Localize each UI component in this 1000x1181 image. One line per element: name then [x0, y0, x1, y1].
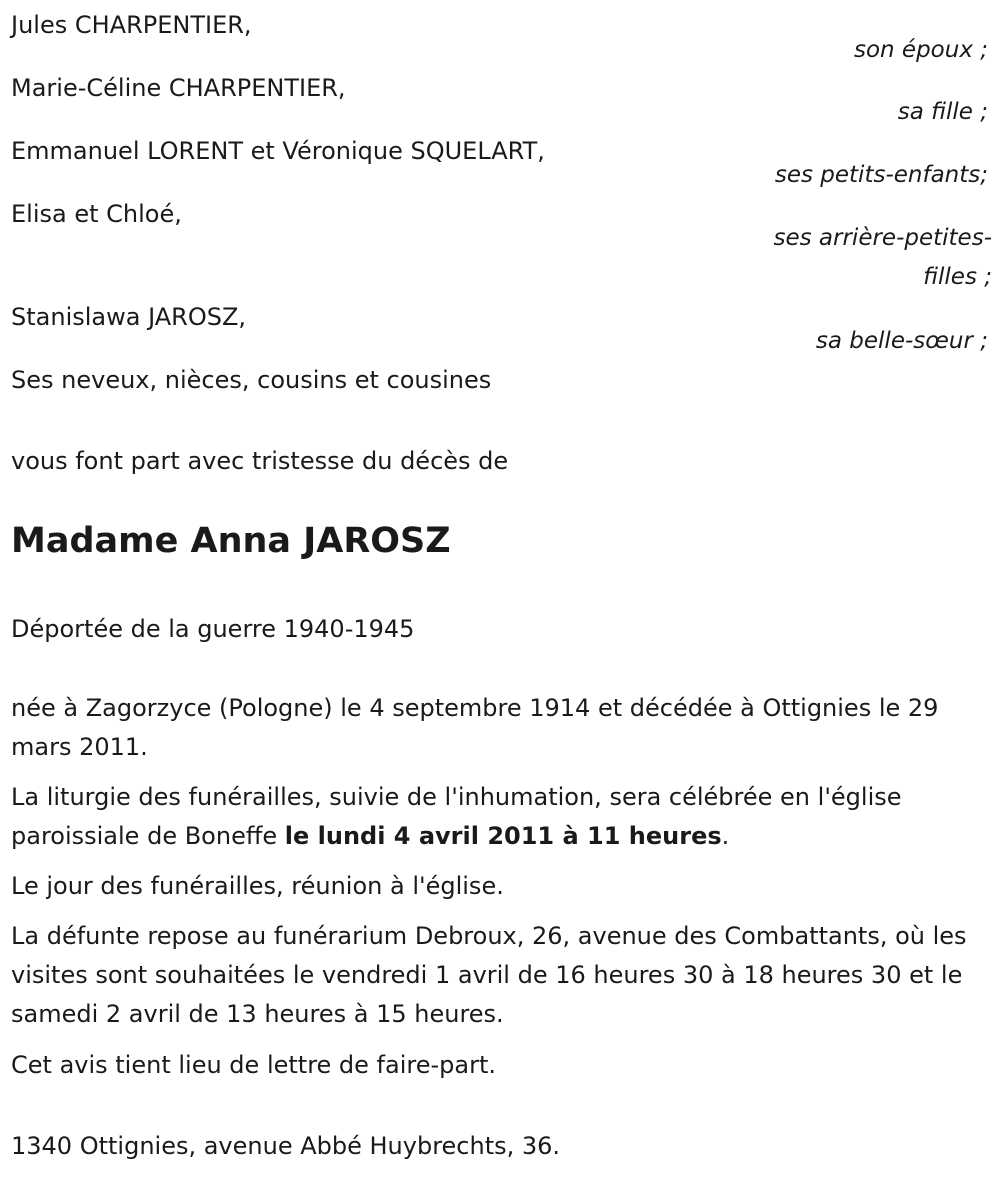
address-line: 1340 Ottignies, avenue Abbé Huybrechts, 36.	[11, 1132, 561, 1160]
notice-paragraph: Cet avis tient lieu de lettre de faire-part.	[11, 1051, 496, 1079]
family-name-daughter: Marie-Céline CHARPENTIER,	[11, 74, 346, 102]
family-name-sister-in-law: Stanislawa JAROSZ,	[11, 303, 247, 331]
family-role-sister-in-law: sa belle-sœur ;	[815, 328, 988, 354]
family-name-spouse: Jules CHARPENTIER,	[11, 11, 252, 39]
reunion-paragraph: Le jour des funérailles, réunion à l'église.	[11, 872, 504, 900]
liturgy-end: .	[721, 822, 730, 850]
deceased-name: Madame Anna JAROSZ	[11, 521, 451, 561]
family-role-spouse: son époux ;	[853, 37, 988, 63]
family-name-relatives: Ses neveux, nièces, cousins et cousines	[11, 366, 492, 394]
birth-death-paragraph: née à Zagorzyce (Pologne) le 4 septembre 1914 et décédée à Ottignies le 29 mars 2011.	[11, 694, 939, 761]
visits-paragraph: La défunte repose au funérarium Debroux, 26, avenue des Combattants, où les visites sont souhaitées le vendredi 1 avril de 16 heures 30 à 18 heures 30 et le samedi 2 avril de 13 heures à 15 heures.	[11, 922, 967, 1028]
deceased-title: Déportée de la guerre 1940-1945	[11, 615, 415, 643]
liturgy-text: La liturgie des funérailles, suivie de l'inhumation, sera célébrée en l'église paroissiale de Boneffe	[11, 783, 902, 850]
family-role-great-grandchildren: ses arrière-petites-filles ;	[773, 225, 992, 290]
family-role-grandchildren: ses petits-enfants;	[774, 162, 988, 188]
family-name-great-grandchildren: Elisa et Chloé,	[11, 200, 182, 228]
family-name-grandchildren: Emmanuel LORENT et Véronique SQUELART,	[11, 137, 545, 165]
family-role-daughter: sa fille ;	[897, 99, 988, 125]
announcement-text: vous font part avec tristesse du décès de	[11, 447, 509, 475]
liturgy-date: le lundi 4 avril 2011 à 11 heures	[284, 822, 722, 850]
liturgy-paragraph	[11, 778, 996, 856]
